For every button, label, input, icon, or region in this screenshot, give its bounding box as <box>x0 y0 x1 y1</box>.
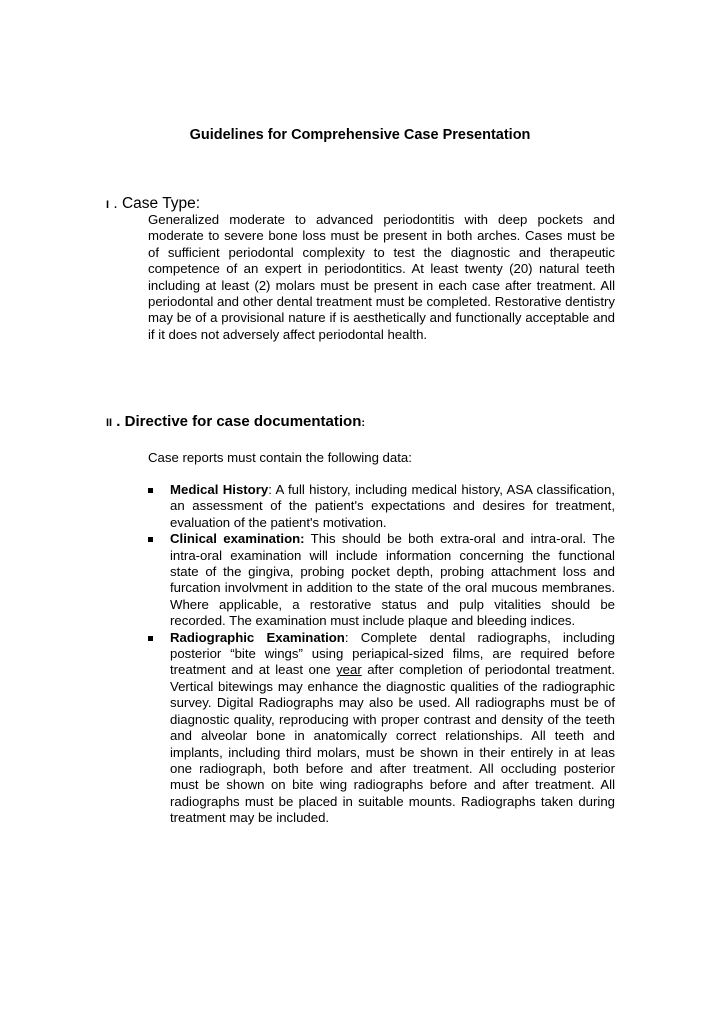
section-heading-directive <box>106 413 365 431</box>
section-heading-colon: : <box>361 417 366 429</box>
list-item-medical-history <box>148 482 615 531</box>
section-numeral: II <box>106 417 113 429</box>
item-text-before: : Complete dental radiographs, including posterior “bite wings” using periapical-sized films, are required before treatment and at least one <box>170 629 615 678</box>
item-underlined-word: year <box>336 662 362 678</box>
section-numeral: I <box>106 199 110 211</box>
requirements-list <box>148 482 615 827</box>
list-item-clinical-examination <box>148 531 615 629</box>
section-separator: . <box>109 195 122 212</box>
case-type-paragraph: Generalized moderate to advanced periodontitis with deep pockets and moderate to severe bone loss must be present in both arches. Cases must be of sufficient periodontal complexity to test the diagnostic and therapeutic competence of an expert in periodontitics. At least twenty (20) natural teeth including at least (2) molars must be present in each case after treatment. All periodontal and other dental treatment must be completed. Restorative dentistry may be of a provisional nature if is aesthetically and functionally acceptable and if it does not adversely affect periodontal health. <box>148 212 615 342</box>
document-title: Guidelines for Comprehensive Case Presentation <box>189 127 531 143</box>
square-bullet-icon <box>148 537 153 542</box>
list-item-radiographic-examination <box>148 630 615 827</box>
item-term: Radiographic Examination <box>170 629 345 645</box>
item-text: : A full history, including medical history, ASA classification, an assessment of the patient's expectations and desires for treatment, evaluation of the patient's motivation. <box>170 482 615 530</box>
section-separator: . <box>112 413 125 430</box>
section-heading-text: Case Type: <box>121 195 201 212</box>
item-text-after: after completion of periodontal treatment. Vertical bitewings may enhance the diagnostic qualities of the radiographic survey. Digital Radiographs may also be used. All radiographs must be of diagnostic quality, reproducing with proper contrast and density of the teeth and alveolar bone in anatomically correct relationships. All teeth and implants, including third molars, must be shown in their entirely in at leas one radiograph, both before and after treatment. All occluding posterior must be shown on bite wing radiographs before and after treatment. All radiographs must be placed in suitable mounts. Radiographs taken during treatment may be included. <box>170 662 615 826</box>
item-term: Clinical examination: <box>170 531 305 547</box>
square-bullet-icon <box>148 488 153 493</box>
section-heading-case-type <box>106 195 200 213</box>
directive-intro: Case reports must contain the following data: <box>148 450 412 465</box>
square-bullet-icon <box>148 636 153 641</box>
item-text: This should be both extra-oral and intra-oral. The intra-oral examination will include information concerning the functional state of the gingiva, probing pocket depth, probing attachment loss and furcation involvment in addition to the state of the oral mucous membranes. Where applicable, a restorative status and pulp vitalities should be recorded. The examination must include plaque and bleeding indices. <box>170 531 615 629</box>
item-term: Medical History <box>170 482 269 497</box>
section-heading-text: Directive for case documentation <box>124 413 362 430</box>
